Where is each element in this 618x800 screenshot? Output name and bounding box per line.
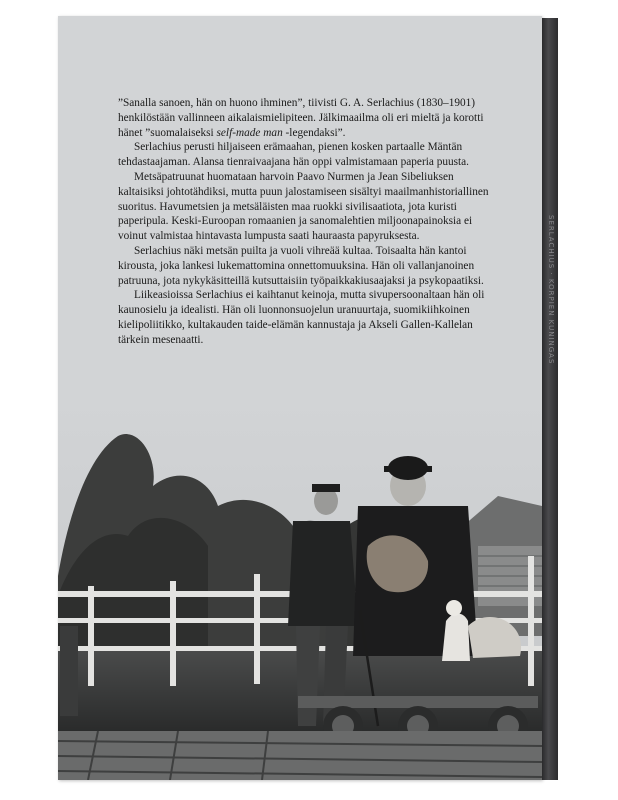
blurb-paragraph: [118, 170, 498, 244]
blurb-paragraph: [118, 140, 498, 170]
blurb-paragraph: [118, 244, 498, 288]
text-run: Liikeasioissa Serlachius ei kaihtanut keinoja, mutta sivupersoonaltaan hän oli kaunosielu ja idealisti. Hän oli luonnonsuojelun uranuurtaja, suomikiihkoinen kielipoliitikko, kultakauden taide-elämän kannustaja ja Akseli Gallen-Kallelan tärkein mesenaatti.: [118, 289, 485, 346]
text-run: ”Sanalla sanoen, hän on huono ihminen”, tiivisti G. A. Serlachius (1830–1901) henkilöstään vallinneen aikalaismielipiteen. Jälkimaailma oli eri mieltä ja korotti hänet ”suomalaiseksi: [118, 97, 484, 139]
photo-illustration: [58, 396, 542, 780]
book-back-cover: [58, 16, 542, 780]
blurb-paragraph: [118, 288, 498, 347]
blurb-paragraph: [118, 96, 498, 140]
text-run: Serlachius perusti hiljaiseen erämaahan, pienen kosken partaalle Mäntän tehdastaajaman. Alansa tienraivaajana hän oppi valmistamaan paperia puusta.: [118, 141, 470, 169]
italic-phrase: self-made man: [216, 126, 283, 139]
text-run: Serlachius näki metsän puilta ja vuoli vihreää kultaa. Toisaalta hän kantoi kirousta, joka lankesi lukemattomina onnettomuuksina. Hän oli vallanjanoinen patruuna, jota nykykäsitteillä kutsuttaisiin työpaikkakiusaajaksi ja psykopaatiksi.: [118, 244, 484, 287]
cover-photograph: [58, 396, 542, 780]
text-run: -legendaksi”.: [282, 126, 346, 139]
text-run: Metsäpatruunat huomataan harvoin Paavo Nurmen ja Jean Sibeliuksen kaltaisiksi johtotähdiksi, mutta puun jalostamiseen sisältyi maailmanhistoriallinen suoritus. Havumetsien ja metsäläisten maa ruokki sivilisaatiota, jota kuristi paperipula. Keski-Euroopan romaanien ja sanomalehtien miljoonapainoksia ei voinut valmistaa hintavasta lumpusta saati hauraasta papyruksesta.: [118, 170, 489, 243]
blurb-text: [118, 96, 498, 348]
spine-title: SERLACHIUS · KORPIEN KUNINGAS: [547, 215, 555, 365]
